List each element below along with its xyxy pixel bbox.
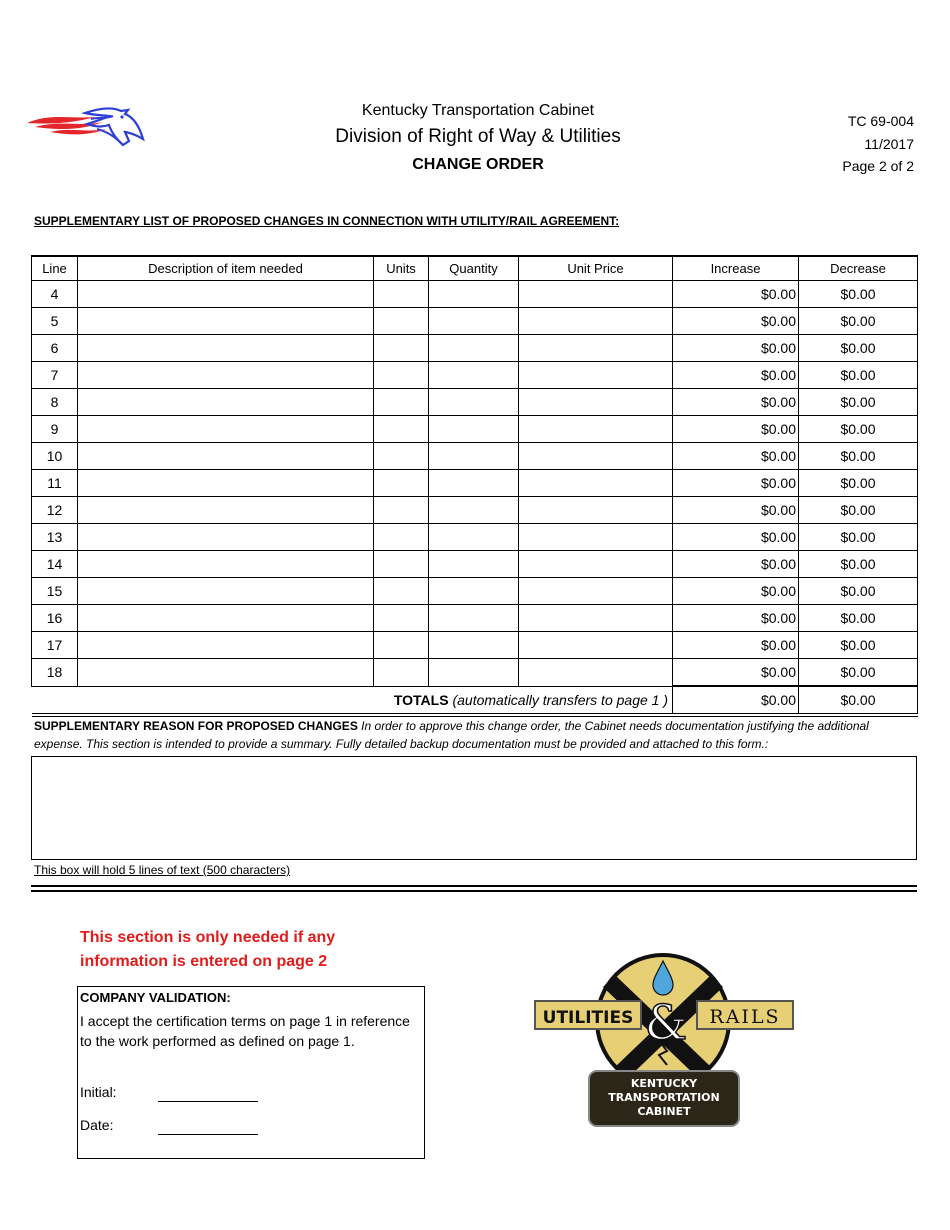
unit-price-cell[interactable] [519,632,673,659]
increase-cell: $0.00 [673,308,799,335]
line-number: 11 [32,470,78,497]
unit-price-cell[interactable] [519,497,673,524]
unit-price-cell[interactable] [519,362,673,389]
increase-cell: $0.00 [673,389,799,416]
description-cell[interactable] [78,578,374,605]
increase-cell: $0.00 [673,281,799,308]
table-row [32,335,918,362]
quantity-cell[interactable] [429,362,519,389]
increase-cell: $0.00 [673,551,799,578]
increase-cell: $0.00 [673,497,799,524]
quantity-cell[interactable] [429,524,519,551]
reason-text: In order to approve this change order, the Cabinet needs documentation justifying the additional expense. This section is intended to provide a summary. Fully detailed backup documentation must be provided and attached to this form.: [34,719,869,751]
units-cell[interactable] [374,443,429,470]
decrease-cell: $0.00 [799,416,918,443]
unit-price-cell[interactable] [519,551,673,578]
description-cell[interactable] [78,416,374,443]
line-number: 4 [32,281,78,308]
col-header-line: Line [32,256,78,281]
line-number: 13 [32,524,78,551]
logo-transportation: TRANSPORTATION [608,1091,720,1104]
units-cell[interactable] [374,308,429,335]
unit-price-cell[interactable] [519,281,673,308]
decrease-cell: $0.00 [799,632,918,659]
quantity-cell[interactable] [429,335,519,362]
logo-rails-text: RAILS [709,1006,781,1028]
units-cell[interactable] [374,551,429,578]
initial-field[interactable] [158,1101,258,1102]
description-cell[interactable] [78,524,374,551]
description-cell[interactable] [78,443,374,470]
page-title: CHANGE ORDER [412,156,544,173]
changes-table [31,255,918,717]
description-cell[interactable] [78,389,374,416]
increase-cell: $0.00 [673,416,799,443]
totals-decrease: $0.00 [799,686,918,715]
line-number: 5 [32,308,78,335]
description-cell[interactable] [78,605,374,632]
quantity-cell[interactable] [429,308,519,335]
units-cell[interactable] [374,362,429,389]
table-row [32,524,918,551]
form-number: TC 69-004 [847,113,914,129]
quantity-cell[interactable] [429,659,519,687]
units-cell[interactable] [374,416,429,443]
units-cell[interactable] [374,605,429,632]
description-cell[interactable] [78,551,374,578]
unit-price-cell[interactable] [519,524,673,551]
agency-name: Kentucky Transportation Cabinet [361,102,595,119]
decrease-cell: $0.00 [799,551,918,578]
units-cell[interactable] [374,281,429,308]
quantity-cell[interactable] [429,632,519,659]
line-number: 12 [32,497,78,524]
quantity-cell[interactable] [429,281,519,308]
initial-label: Initial: [80,1084,117,1100]
logo-cabinet: CABINET [637,1105,691,1118]
line-number: 9 [32,416,78,443]
increase-cell: $0.00 [673,605,799,632]
line-number: 17 [32,632,78,659]
table-row [32,605,918,632]
unit-price-cell[interactable] [519,605,673,632]
quantity-cell[interactable] [429,416,519,443]
quantity-cell[interactable] [429,470,519,497]
table-row [32,551,918,578]
units-cell[interactable] [374,632,429,659]
description-cell[interactable] [78,281,374,308]
form-date: 11/2017 [864,136,914,152]
line-number: 6 [32,335,78,362]
unit-price-cell[interactable] [519,470,673,497]
totals-row [32,686,918,715]
table-row [32,281,918,308]
increase-cell: $0.00 [673,335,799,362]
col-header-quantity: Quantity [429,256,519,281]
validation-text: I accept the certification terms on page 1 in reference to the work performed as defined on page 1. [80,1013,410,1049]
col-header-description: Description of item needed [78,256,374,281]
units-cell[interactable] [374,497,429,524]
increase-cell: $0.00 [673,524,799,551]
decrease-cell: $0.00 [799,524,918,551]
description-cell[interactable] [78,335,374,362]
totals-increase: $0.00 [673,686,799,715]
unit-price-cell[interactable] [519,416,673,443]
col-header-increase: Increase [673,256,799,281]
totals-note: (automatically transfers to page 1 ) [452,691,668,708]
unit-price-cell[interactable] [519,335,673,362]
line-number: 14 [32,551,78,578]
decrease-cell: $0.00 [799,497,918,524]
division-name: Division of Right of Way & Utilities [335,126,621,147]
decrease-cell: $0.00 [799,308,918,335]
description-cell[interactable] [78,632,374,659]
date-field[interactable] [158,1134,258,1135]
increase-cell: $0.00 [673,470,799,497]
table-row [32,470,918,497]
page-indicator: Page 2 of 2 [842,158,914,174]
table-row [32,659,918,687]
decrease-cell: $0.00 [799,335,918,362]
unit-price-cell[interactable] [519,308,673,335]
table-row [32,389,918,416]
units-cell[interactable] [374,659,429,687]
decrease-cell: $0.00 [799,281,918,308]
decrease-cell: $0.00 [799,362,918,389]
table-row [32,416,918,443]
table-header-row [32,256,918,281]
unit-price-cell[interactable] [519,578,673,605]
decrease-cell: $0.00 [799,578,918,605]
utilities-rails-logo [533,953,795,1128]
line-number: 16 [32,605,78,632]
decrease-cell: $0.00 [799,605,918,632]
increase-cell: $0.00 [673,659,799,687]
quantity-cell[interactable] [429,551,519,578]
reason-textbox[interactable] [31,756,917,860]
col-header-units: Units [374,256,429,281]
table-row [32,362,918,389]
table-body [32,281,918,687]
unit-price-cell[interactable] [519,443,673,470]
table-row [32,578,918,605]
col-header-decrease: Decrease [799,256,918,281]
units-cell[interactable] [374,389,429,416]
line-number: 7 [32,362,78,389]
decrease-cell: $0.00 [799,389,918,416]
decrease-cell: $0.00 [799,659,918,687]
col-header-unit-price: Unit Price [519,256,673,281]
line-number: 18 [32,659,78,687]
description-cell[interactable] [78,659,374,687]
logo-utilities-text: UTILITIES [542,1008,634,1028]
section-divider [31,885,917,892]
line-number: 15 [32,578,78,605]
increase-cell: $0.00 [673,632,799,659]
kentucky-horse-logo [25,105,147,150]
validation-title: COMPANY VALIDATION: [80,990,231,1005]
decrease-cell: $0.00 [799,443,918,470]
increase-cell: $0.00 [673,578,799,605]
quantity-cell[interactable] [429,605,519,632]
table-row [32,497,918,524]
quantity-cell[interactable] [429,497,519,524]
line-number: 8 [32,389,78,416]
quantity-cell[interactable] [429,578,519,605]
units-cell[interactable] [374,578,429,605]
totals-label: TOTALS [393,691,449,708]
description-cell[interactable] [78,308,374,335]
supplementary-list-heading: SUPPLEMENTARY LIST OF PROPOSED CHANGES IN CONNECTION WITH UTILITY/RAIL AGREEMENT: [34,214,620,228]
logo-kentucky: KENTUCKY [630,1077,698,1090]
table-row [32,443,918,470]
quantity-cell[interactable] [429,389,519,416]
unit-price-cell[interactable] [519,389,673,416]
reason-box-note: This box will hold 5 lines of text (500 characters) [34,863,291,877]
quantity-cell[interactable] [429,443,519,470]
reason-instructions [34,717,904,753]
description-cell[interactable] [78,470,374,497]
table-row [32,308,918,335]
description-cell[interactable] [78,362,374,389]
company-validation-box [77,986,425,1159]
unit-price-cell[interactable] [519,659,673,687]
table-row [32,632,918,659]
reason-heading: SUPPLEMENTARY REASON FOR PROPOSED CHANGES [34,719,358,733]
increase-cell: $0.00 [673,443,799,470]
units-cell[interactable] [374,470,429,497]
date-label: Date: [80,1117,114,1133]
line-number: 10 [32,443,78,470]
decrease-cell: $0.00 [799,470,918,497]
description-cell[interactable] [78,497,374,524]
conditional-note: This section is only needed if any information is entered on page 2 [80,929,336,970]
totals-label-cell [32,686,673,715]
units-cell[interactable] [374,335,429,362]
increase-cell: $0.00 [673,362,799,389]
logo-ampersand: & [644,995,688,1051]
units-cell[interactable] [374,524,429,551]
